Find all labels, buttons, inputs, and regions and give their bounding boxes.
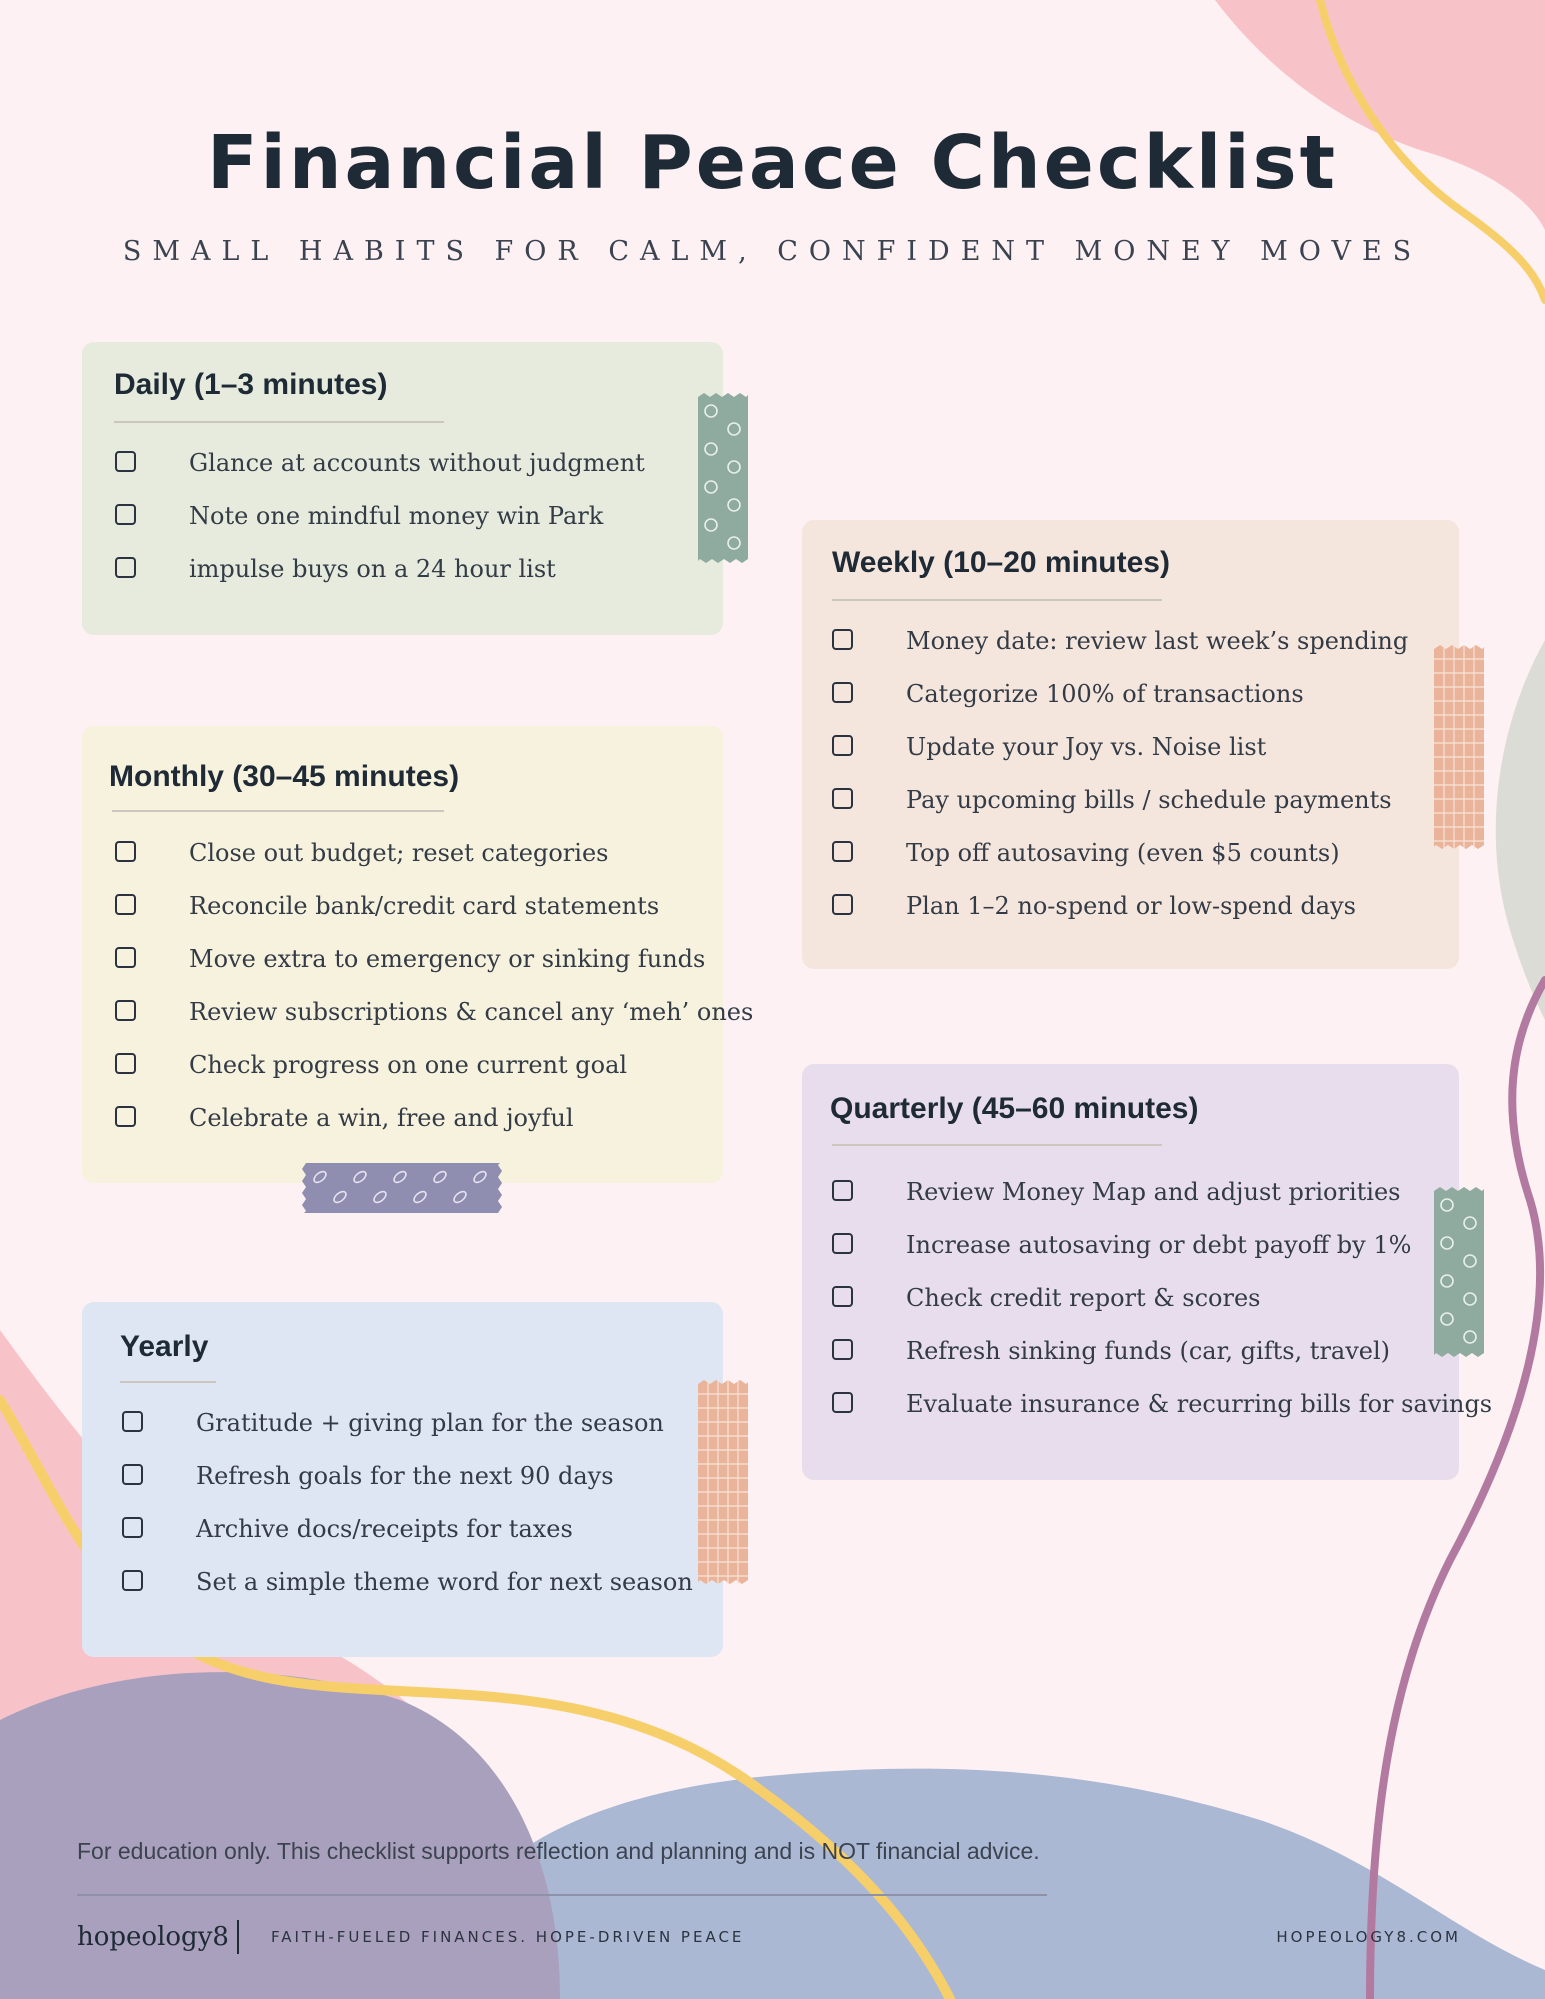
checkbox[interactable] xyxy=(832,1286,853,1307)
footer-divider xyxy=(77,1894,1047,1896)
list-item xyxy=(832,774,1432,827)
list-item xyxy=(832,1378,1493,1431)
list-item-label: Glance at accounts without judgment xyxy=(189,449,645,477)
checkbox[interactable] xyxy=(115,1106,136,1127)
checkbox[interactable] xyxy=(832,894,853,915)
yearly-heading: Yearly xyxy=(120,1330,209,1363)
list-item xyxy=(115,1092,715,1145)
checkbox[interactable] xyxy=(115,1000,136,1021)
grey-blob-right xyxy=(1496,640,1545,1020)
list-item xyxy=(122,1450,712,1503)
checkbox[interactable] xyxy=(832,1180,853,1201)
page-subtitle: SMALL HABITS FOR CALM, CONFIDENT MONEY MOVES xyxy=(122,236,1423,267)
list-item xyxy=(115,490,705,543)
checkbox[interactable] xyxy=(832,841,853,862)
list-item xyxy=(115,1039,715,1092)
list-item xyxy=(122,1503,712,1556)
list-item xyxy=(832,1272,1452,1325)
checkbox[interactable] xyxy=(115,504,136,525)
list-item-label: Gratitude + giving plan for the season xyxy=(196,1409,664,1437)
list-item-label: Top off autosaving (even $5 counts) xyxy=(906,839,1340,867)
list-item-label: Close out budget; reset categories xyxy=(189,839,609,867)
list-item xyxy=(115,880,715,933)
list-item-label: Money date: review last week’s spending xyxy=(906,627,1409,655)
checkbox[interactable] xyxy=(832,1392,853,1413)
quarterly-heading-rule xyxy=(832,1144,1162,1146)
weekly-heading: Weekly (10–20 minutes) xyxy=(832,546,1170,579)
daily-list xyxy=(115,437,705,596)
list-item xyxy=(832,880,1432,933)
page-title: Financial Peace Checklist xyxy=(206,120,1339,206)
list-item xyxy=(122,1397,712,1450)
checkbox[interactable] xyxy=(832,629,853,650)
brand-separator xyxy=(237,1920,239,1954)
checkbox[interactable] xyxy=(115,451,136,472)
monthly-card xyxy=(82,726,754,1183)
weekly-list xyxy=(832,615,1432,933)
list-item-label: Refresh goals for the next 90 days xyxy=(196,1462,614,1490)
brand-tagline: FAITH-FUELED FINANCES. HOPE-DRIVEN PEACE xyxy=(271,1928,745,1946)
daily-heading: Daily (1–3 minutes) xyxy=(114,368,388,401)
list-item-label: Check credit report & scores xyxy=(906,1284,1261,1312)
list-item-label: Increase autosaving or debt payoff by 1% xyxy=(906,1231,1412,1259)
list-item-label: Check progress on one current goal xyxy=(189,1051,628,1079)
list-item-label: Categorize 100% of transactions xyxy=(906,680,1304,708)
checkbox[interactable] xyxy=(115,841,136,862)
list-item-label: Review Money Map and adjust priorities xyxy=(906,1178,1401,1206)
list-item xyxy=(832,721,1432,774)
list-item xyxy=(832,615,1432,668)
list-item-label: Plan 1–2 no-spend or low-spend days xyxy=(906,892,1356,920)
yearly-heading-rule xyxy=(120,1381,216,1383)
checkbox[interactable] xyxy=(122,1570,143,1591)
checkbox[interactable] xyxy=(115,947,136,968)
quarterly-heading: Quarterly (45–60 minutes) xyxy=(830,1092,1199,1125)
monthly-heading: Monthly (30–45 minutes) xyxy=(109,760,460,793)
list-item xyxy=(832,1219,1452,1272)
list-item-label: Reconcile bank/credit card statements xyxy=(189,892,660,920)
disclaimer-text: For education only. This checklist supports reflection and planning and is NOT financial advice. xyxy=(77,1838,1040,1864)
daily-heading-rule xyxy=(114,421,444,423)
list-item-label: impulse buys on a 24 hour list xyxy=(189,555,556,583)
washi-tape-grid xyxy=(1434,645,1484,849)
checkbox[interactable] xyxy=(832,788,853,809)
list-item xyxy=(115,986,754,1039)
checkbox[interactable] xyxy=(115,894,136,915)
checkbox[interactable] xyxy=(832,1339,853,1360)
checkbox[interactable] xyxy=(122,1411,143,1432)
weekly-heading-rule xyxy=(832,599,1162,601)
list-item xyxy=(832,1325,1452,1378)
list-item-label: Pay upcoming bills / schedule payments xyxy=(906,786,1392,814)
checkbox[interactable] xyxy=(122,1517,143,1538)
list-item-label: Evaluate insurance & recurring bills for savings xyxy=(906,1390,1493,1418)
list-item-label: Move extra to emergency or sinking funds xyxy=(189,945,706,973)
daily-card xyxy=(82,342,723,635)
checkbox[interactable] xyxy=(115,1053,136,1074)
washi-tape-leaf xyxy=(302,1163,502,1213)
list-item-label: Archive docs/receipts for taxes xyxy=(196,1515,573,1543)
washi-tape-grid xyxy=(698,1380,748,1584)
list-item xyxy=(832,827,1432,880)
list-item xyxy=(115,543,705,596)
checkbox[interactable] xyxy=(832,1233,853,1254)
list-item xyxy=(115,827,715,880)
yearly-list xyxy=(122,1397,712,1609)
list-item xyxy=(122,1556,712,1609)
quarterly-list xyxy=(832,1166,1493,1431)
list-item xyxy=(832,668,1432,721)
yearly-card xyxy=(82,1302,723,1657)
list-item-label: Review subscriptions & cancel any ‘meh’ ones xyxy=(189,998,754,1026)
weekly-card xyxy=(802,520,1459,969)
list-item-label: Note one mindful money win Park xyxy=(189,502,604,530)
monthly-heading-rule xyxy=(112,810,444,812)
list-item xyxy=(115,437,705,490)
quarterly-card xyxy=(802,1064,1493,1480)
monthly-list xyxy=(115,827,754,1145)
list-item xyxy=(115,933,715,986)
list-item-label: Update your Joy vs. Noise list xyxy=(906,733,1267,761)
checkbox[interactable] xyxy=(832,735,853,756)
washi-tape-floral xyxy=(1434,1187,1484,1357)
list-item-label: Refresh sinking funds (car, gifts, travel) xyxy=(906,1337,1391,1365)
checkbox[interactable] xyxy=(832,682,853,703)
list-item-label: Celebrate a win, free and joyful xyxy=(189,1104,574,1132)
washi-tape-floral xyxy=(698,393,748,563)
website-link[interactable]: HOPEOLOGY8.COM xyxy=(1276,1928,1461,1946)
checkbox[interactable] xyxy=(115,557,136,578)
list-item xyxy=(832,1166,1452,1219)
brand-name: hopeology8 xyxy=(77,1922,229,1952)
checkbox[interactable] xyxy=(122,1464,143,1485)
list-item-label: Set a simple theme word for next season xyxy=(196,1568,693,1596)
